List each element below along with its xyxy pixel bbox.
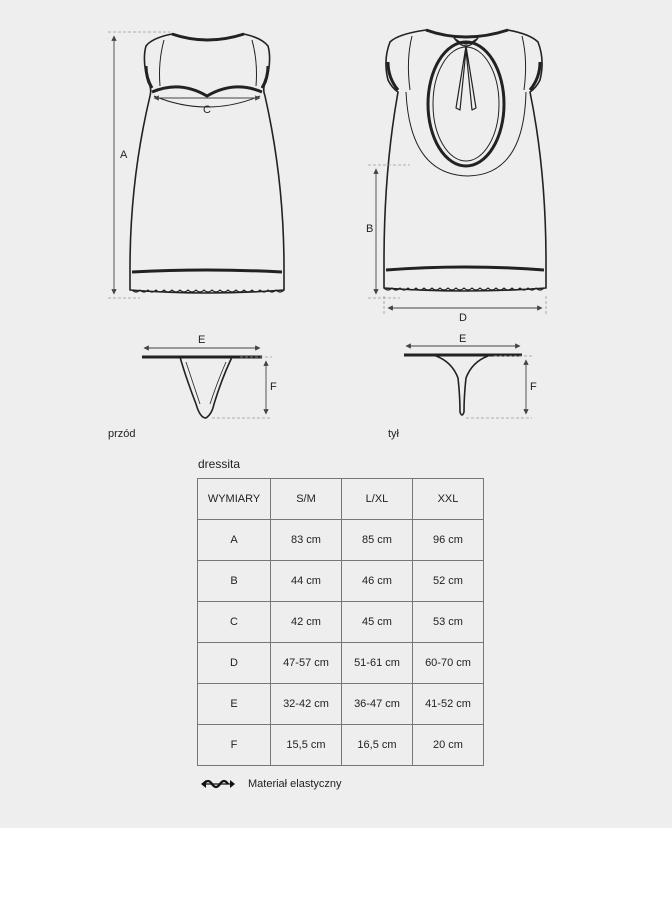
table-cell: 96 cm bbox=[413, 520, 484, 561]
table-cell: 15,5 cm bbox=[271, 725, 342, 766]
table-cell: 51-61 cm bbox=[342, 643, 413, 684]
table-cell: 53 cm bbox=[413, 602, 484, 643]
legend-text: Materiał elastyczny bbox=[248, 778, 342, 790]
label-e-front: E bbox=[198, 334, 206, 346]
header-cell: XXL bbox=[413, 479, 484, 520]
table-cell: 85 cm bbox=[342, 520, 413, 561]
size-table bbox=[197, 478, 484, 766]
back-thong-drawing bbox=[404, 355, 522, 415]
label-f-back: F bbox=[530, 381, 537, 393]
label-b: B bbox=[366, 223, 374, 235]
dimension-a bbox=[108, 32, 170, 298]
dimension-f-front bbox=[212, 357, 277, 418]
label-e-back: E bbox=[459, 333, 467, 345]
table-row bbox=[198, 561, 484, 602]
table-cell: 36-47 cm bbox=[342, 684, 413, 725]
table-title: dressita bbox=[198, 457, 241, 471]
table-cell: 41-52 cm bbox=[413, 684, 484, 725]
header-cell: WYMIARY bbox=[198, 479, 271, 520]
table-cell: F bbox=[198, 725, 271, 766]
table-row bbox=[198, 725, 484, 766]
legend bbox=[200, 777, 342, 791]
dimension-b bbox=[366, 165, 410, 298]
dimension-d bbox=[384, 296, 546, 324]
dimension-e-front bbox=[144, 334, 260, 348]
table-header-row bbox=[198, 479, 484, 520]
front-thong-drawing bbox=[142, 357, 262, 418]
label-f-front: F bbox=[270, 381, 277, 393]
dimension-c bbox=[154, 98, 260, 116]
table-cell: 47-57 cm bbox=[271, 643, 342, 684]
back-dress-drawing bbox=[384, 30, 546, 291]
table-cell: C bbox=[198, 602, 271, 643]
table-cell: 42 cm bbox=[271, 602, 342, 643]
table-cell: B bbox=[198, 561, 271, 602]
elastic-arrows-icon bbox=[200, 777, 236, 791]
table-cell: 45 cm bbox=[342, 602, 413, 643]
header-cell: S/M bbox=[271, 479, 342, 520]
table-cell: E bbox=[198, 684, 271, 725]
table-cell: 16,5 cm bbox=[342, 725, 413, 766]
label-c: C bbox=[203, 104, 211, 116]
table-cell: 60-70 cm bbox=[413, 643, 484, 684]
label-d: D bbox=[459, 312, 467, 324]
front-dress-drawing bbox=[130, 34, 284, 293]
table-cell: 83 cm bbox=[271, 520, 342, 561]
header-cell: L/XL bbox=[342, 479, 413, 520]
table-cell: 52 cm bbox=[413, 561, 484, 602]
table-cell: 32-42 cm bbox=[271, 684, 342, 725]
back-view-label: tył bbox=[388, 428, 399, 440]
dimension-e-back bbox=[406, 333, 520, 346]
table-row bbox=[198, 520, 484, 561]
table-cell: D bbox=[198, 643, 271, 684]
front-view-label: przód bbox=[108, 428, 136, 440]
table-cell: A bbox=[198, 520, 271, 561]
table-cell: 20 cm bbox=[413, 725, 484, 766]
technical-drawing bbox=[0, 0, 672, 440]
table-cell: 46 cm bbox=[342, 561, 413, 602]
label-a: A bbox=[120, 149, 128, 161]
table-row bbox=[198, 643, 484, 684]
table-row bbox=[198, 684, 484, 725]
table-cell: 44 cm bbox=[271, 561, 342, 602]
dimension-f-back bbox=[466, 356, 537, 418]
table-row bbox=[198, 602, 484, 643]
